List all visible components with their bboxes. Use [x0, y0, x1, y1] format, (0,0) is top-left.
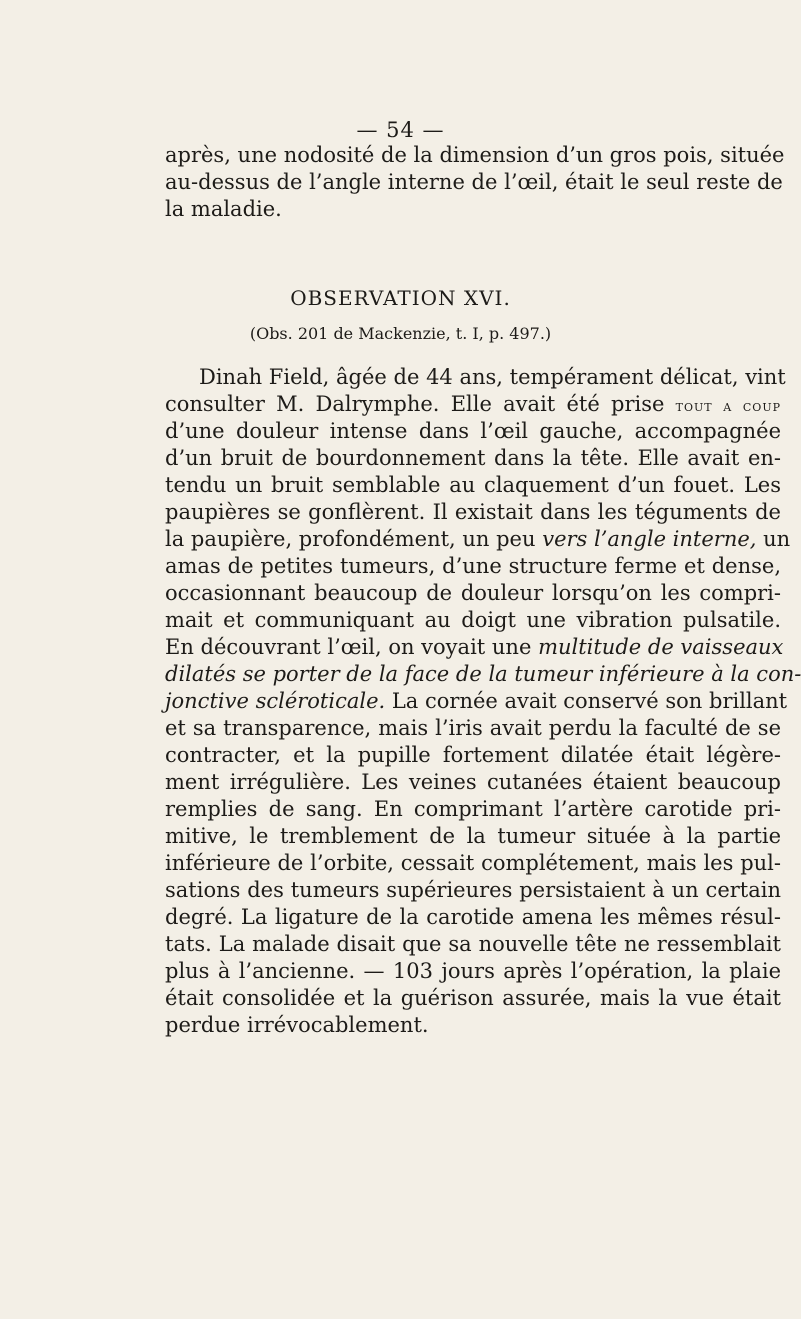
body-line: amas de petites tumeurs, d’une structure ferme et dense,	[165, 554, 781, 578]
body-line	[165, 391, 781, 419]
observation-reference: (Obs. 201 de Mackenzie, t. I, p. 497.)	[249, 324, 552, 343]
page-number: — 54 —	[356, 118, 445, 142]
body-text: La cornée avait conservé son brillant	[385, 689, 788, 713]
italic-text: multitude de vaisseaux	[538, 635, 784, 659]
body-text: un	[756, 527, 791, 551]
body-line: ment irrégulière. Les veines cutanées étaient beaucoup	[165, 770, 781, 794]
italic-text: vers l’angle interne,	[542, 527, 757, 551]
body-text: la paupière, profondément, un peu	[165, 527, 543, 551]
small-caps-text: tout a coup	[675, 396, 781, 415]
body-line	[165, 688, 788, 715]
body-line: tats. La malade disait que sa nouvelle tête ne ressemblait	[165, 932, 781, 956]
body-line: et sa transparence, mais l’iris avait perdu la faculté de se	[165, 716, 781, 740]
intro-line: après, une nodosité de la dimension d’un gros pois, située	[165, 143, 785, 167]
body-line: inférieure de l’orbite, cessait complétement, mais les pul-	[165, 851, 781, 875]
body-text: En découvrant l’œil, on voyait une	[165, 635, 539, 659]
body-line: plus à l’ancienne. — 103 jours après l’opération, la plaie	[165, 959, 781, 983]
observation-heading: OBSERVATION XVI.	[290, 286, 511, 310]
body-line: dilatés se porter de la face de la tumeur inférieure à la con-	[165, 662, 801, 686]
body-line: degré. La ligature de la carotide amena les mêmes résul-	[165, 905, 781, 929]
body-line: occasionnant beaucoup de douleur lorsqu’on les compri-	[165, 581, 781, 605]
body-line: sations des tumeurs supérieures persistaient à un certain	[165, 878, 781, 902]
body-line: remplies de sang. En comprimant l’artère carotide pri-	[165, 797, 781, 821]
body-line: perdue irrévocablement.	[165, 1013, 429, 1037]
body-line: d’un bruit de bourdonnement dans la tête. Elle avait en-	[165, 446, 781, 470]
body-line: d’une douleur intense dans l’œil gauche, accompagnée	[165, 419, 781, 443]
body-line: paupières se gonflèrent. Il existait dans les téguments de	[165, 500, 781, 524]
intro-line: la maladie.	[165, 197, 282, 221]
body-line	[165, 526, 791, 553]
body-line	[165, 634, 784, 661]
italic-text: jonctive scléroticale.	[165, 689, 386, 713]
body-line: Dinah Field, âgée de 44 ans, tempérament délicat, vint	[199, 365, 786, 389]
body-text: consulter M. Dalrymphe. Elle avait été prise	[165, 392, 676, 416]
body-line: contracter, et la pupille fortement dilatée était légère-	[165, 743, 781, 767]
body-line: mitive, le tremblement de la tumeur située à la partie	[165, 824, 781, 848]
body-line: était consolidée et la guérison assurée, mais la vue était	[165, 986, 781, 1010]
intro-line: au-dessus de l’angle interne de l’œil, était le seul reste de	[165, 170, 783, 194]
body-line: tendu un bruit semblable au claquement d’un fouet. Les	[165, 473, 781, 497]
body-line: mait et communiquant au doigt une vibration pulsatile.	[165, 608, 781, 632]
